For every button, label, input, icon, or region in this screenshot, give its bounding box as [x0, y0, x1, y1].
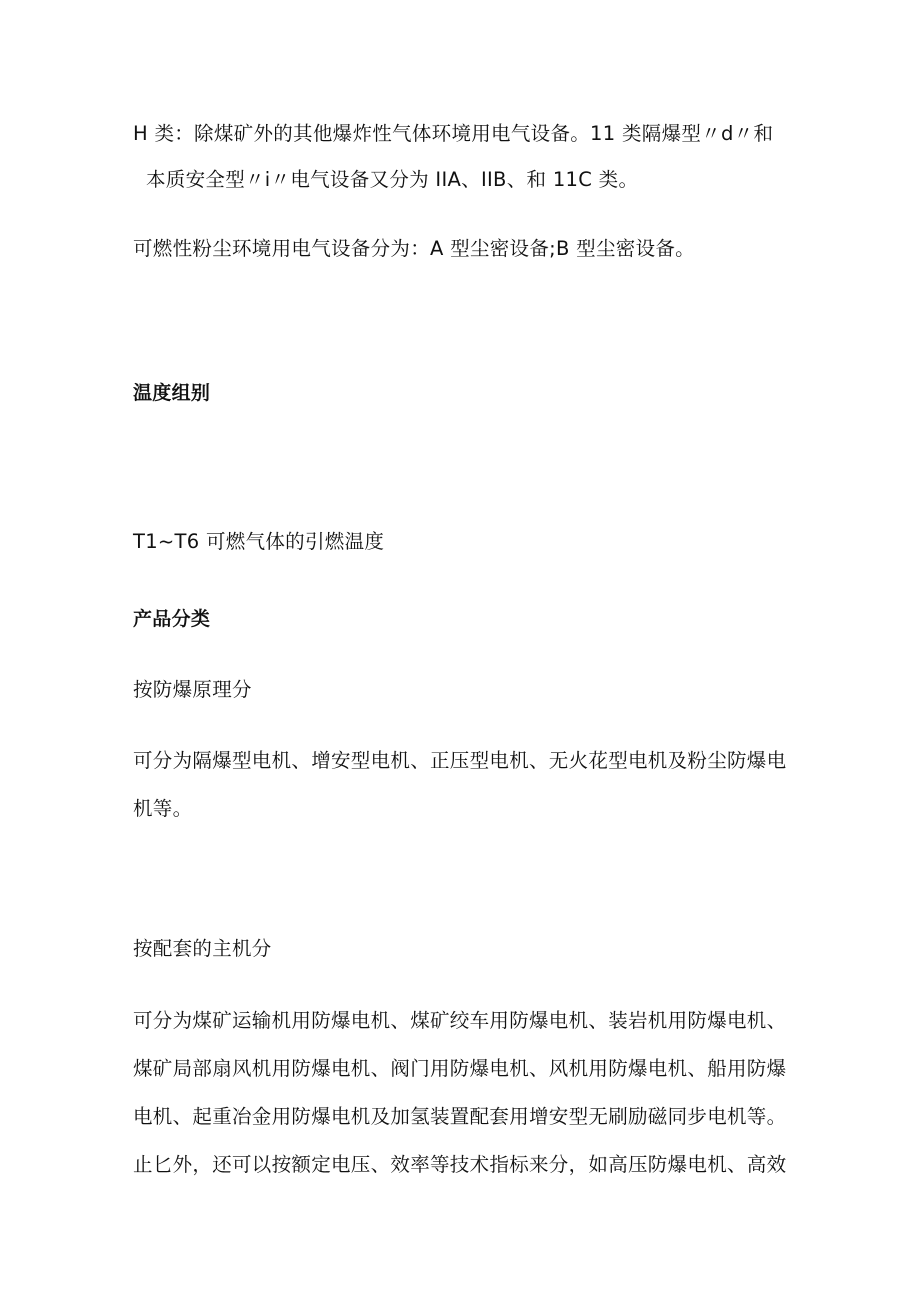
heading-product-classification: 产品分类	[133, 608, 211, 630]
paragraph-principle-line-2: 机等。	[133, 797, 193, 820]
paragraph-dust-equipment: 可燃性粉尘环境用电气设备分为：A 型尘密设备;B 型尘密设备。	[133, 237, 695, 260]
paragraph-class-ii-line-1: H 类：除煤矿外的其他爆炸性气体环境用电气设备。11 类隔爆型〃d〃和	[133, 122, 774, 145]
paragraph-principle-line-1: 可分为隔爆型电机、增安型电机、正压型电机、无火花型电机及粉尘防爆电	[133, 749, 787, 772]
subheading-by-host-machine: 按配套的主机分	[133, 937, 272, 960]
subheading-by-principle: 按防爆原理分	[133, 678, 252, 701]
heading-temperature-group: 温度组别	[133, 382, 211, 404]
paragraph-temperature: T1~T6 可燃气体的引燃温度	[133, 530, 385, 553]
paragraph-host-line-2: 煤矿局部扇风机用防爆电机、阀门用防爆电机、风机用防爆电机、船用防爆	[133, 1057, 787, 1080]
paragraph-class-ii-line-2: 本质安全型〃i〃电气设备又分为 IIA、IIB、和 11C 类。	[146, 168, 639, 191]
paragraph-host-line-1: 可分为煤矿运输机用防爆电机、煤矿绞车用防爆电机、装岩机用防爆电机、	[133, 1009, 787, 1032]
paragraph-host-line-3: 电机、起重冶金用防爆电机及加氢装置配套用增安型无刷励磁同步电机等。	[133, 1105, 787, 1128]
paragraph-host-line-4: 止匕外，还可以按额定电压、效率等技术指标来分，如高压防爆电机、高效	[133, 1153, 787, 1176]
